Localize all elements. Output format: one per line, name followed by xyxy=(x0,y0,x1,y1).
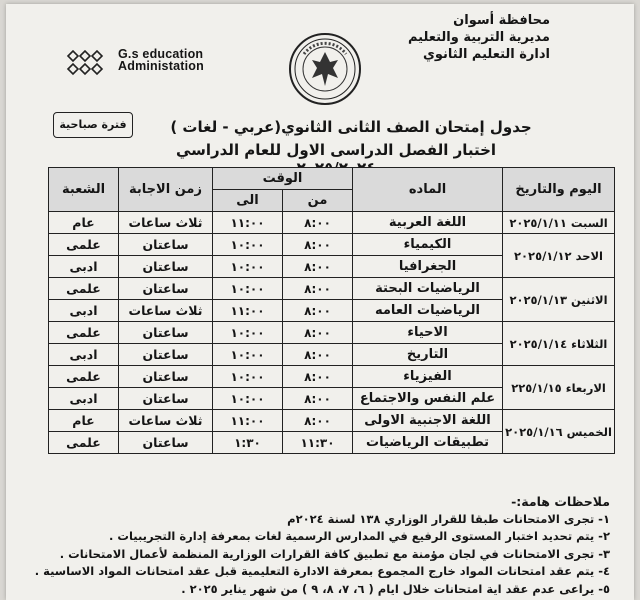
table-row xyxy=(49,322,615,344)
header-time: الوقت xyxy=(213,168,353,190)
table-row xyxy=(49,410,615,432)
day-cell: الثلاثاء ٢٠٢٥/١/١٤ xyxy=(503,322,615,366)
section-cell: علمى xyxy=(49,432,119,454)
eagle-seal-icon xyxy=(288,32,362,106)
table-row xyxy=(49,212,615,234)
shift-label: فترة صباحية xyxy=(53,112,133,138)
header-from: من xyxy=(283,190,353,212)
brand-line-1: G.s education xyxy=(118,47,204,61)
exam-table xyxy=(48,167,615,454)
to-cell: ١٠:٠٠ xyxy=(213,256,283,278)
duration-cell: ثلاث ساعات xyxy=(119,300,213,322)
duration-cell: ساعتان xyxy=(119,432,213,454)
table-row xyxy=(49,234,615,256)
from-cell: ٨:٠٠ xyxy=(283,322,353,344)
subject-cell: تطبيقات الرياضيات xyxy=(353,432,503,454)
from-cell: ٨:٠٠ xyxy=(283,300,353,322)
to-cell: ١٠:٠٠ xyxy=(213,388,283,410)
table-body xyxy=(49,212,615,454)
from-cell: ٨:٠٠ xyxy=(283,212,353,234)
section-cell: ادبى xyxy=(49,388,119,410)
header-subject: الماده xyxy=(353,168,503,212)
notes-title: ملاحظات هامة:- xyxy=(511,494,610,509)
to-cell: ١١:٠٠ xyxy=(213,212,283,234)
subject-cell: اللغة العربية xyxy=(353,212,503,234)
to-cell: ١:٣٠ xyxy=(213,432,283,454)
subject-cell: الفيزياء xyxy=(353,366,503,388)
section-cell: عام xyxy=(49,410,119,432)
duration-cell: ساعتان xyxy=(119,278,213,300)
duration-cell: ساعتان xyxy=(119,366,213,388)
schedule-subtitle: اختبار الفصل الدراسى الاول للعام الدراسي xyxy=(175,141,497,159)
header-section: الشعبة xyxy=(49,168,119,212)
header-day-date: اليوم والتاريخ xyxy=(503,168,615,212)
day-cell: الاثنين ٢٠٢٥/١/١٣ xyxy=(503,278,615,322)
note-item: ٢- يتم تحديد اختبار المستوى الرفيع في المدارس الرسمية لغات بمعرفة إدارة التجريبيات . xyxy=(109,529,610,544)
from-cell: ٨:٠٠ xyxy=(283,278,353,300)
note-item: ١- تجرى الامتحانات طبقا للقرار الوزاري ١٣٨ لسنة ٢٠٢٤م xyxy=(287,512,610,526)
from-cell: ٨:٠٠ xyxy=(283,256,353,278)
subject-cell: الرياضيات البحتة xyxy=(353,278,503,300)
table-header xyxy=(49,168,615,212)
header-to: الى xyxy=(213,190,283,212)
subject-cell: الرياضيات العامه xyxy=(353,300,503,322)
duration-cell: ساعتان xyxy=(119,344,213,366)
governorate-header xyxy=(350,12,550,63)
to-cell: ١٠:٠٠ xyxy=(213,322,283,344)
directorate-name: مديرية التربية والتعليم xyxy=(407,30,550,45)
from-cell: ٨:٠٠ xyxy=(283,388,353,410)
from-cell: ٨:٠٠ xyxy=(283,366,353,388)
section-cell: عام xyxy=(49,212,119,234)
from-cell: ١١:٣٠ xyxy=(283,432,353,454)
section-cell: علمى xyxy=(49,322,119,344)
brand-text xyxy=(118,48,204,72)
subject-cell: الكيمياء xyxy=(353,234,503,256)
brand-line-2: Administation xyxy=(118,59,204,73)
from-cell: ٨:٠٠ xyxy=(283,344,353,366)
department-name: ادارة التعليم الثانوي xyxy=(422,47,550,62)
header-duration: زمن الاجابة xyxy=(119,168,213,212)
to-cell: ١١:٠٠ xyxy=(213,300,283,322)
note-item: ٥- يراعى عدم عقد اية امتحانات خلال ايام ( ٦، ٧، ٨، ٩ ) من شهر يناير ٢٠٢٥ . xyxy=(181,581,610,596)
duration-cell: ساعتان xyxy=(119,234,213,256)
duration-cell: ساعتان xyxy=(119,256,213,278)
duration-cell: ثلاث ساعات xyxy=(119,410,213,432)
governorate-name: محافظة أسوان xyxy=(453,13,550,28)
from-cell: ٨:٠٠ xyxy=(283,234,353,256)
subject-cell: اللغة الاجنبية الاولى xyxy=(353,410,503,432)
section-cell: علمى xyxy=(49,366,119,388)
to-cell: ١١:٠٠ xyxy=(213,410,283,432)
to-cell: ١٠:٠٠ xyxy=(213,344,283,366)
to-cell: ١٠:٠٠ xyxy=(213,278,283,300)
day-cell: الاربعاء ٢٢٥/١/١٥ xyxy=(503,366,615,410)
note-item: ٤- يتم عقد امتحانات المواد خارج المجموع بمعرفة الادارة التعليمية قبل عقد امتحانات المواد الاساسية . xyxy=(34,564,610,579)
duration-cell: ساعتان xyxy=(119,322,213,344)
section-cell: علمى xyxy=(49,278,119,300)
section-cell: علمى xyxy=(49,234,119,256)
exam-schedule-sheet xyxy=(6,4,634,600)
subject-cell: الاحياء xyxy=(353,322,503,344)
day-cell: الخميس ٢٠٢٥/١/١٦ xyxy=(503,410,615,454)
note-item: ٣- تجرى الامتحانات في لجان مؤمنة مع تطبيق كافة القرارات الوزارية المنظمة لأعمال الامتحانات . xyxy=(59,546,610,561)
duration-cell: ثلاث ساعات xyxy=(119,212,213,234)
to-cell: ١٠:٠٠ xyxy=(213,366,283,388)
section-cell: ادبى xyxy=(49,256,119,278)
brand-logo-icon xyxy=(66,50,106,76)
education-brand xyxy=(66,48,266,82)
day-cell: الاحد ٢٠٢٥/١/١٢ xyxy=(503,234,615,278)
subject-cell: التاريخ xyxy=(353,344,503,366)
duration-cell: ساعتان xyxy=(119,388,213,410)
from-cell: ٨:٠٠ xyxy=(283,410,353,432)
table-row xyxy=(49,278,615,300)
section-cell: ادبى xyxy=(49,300,119,322)
notes-list xyxy=(34,511,610,598)
section-cell: ادبى xyxy=(49,344,119,366)
to-cell: ١٠:٠٠ xyxy=(213,234,283,256)
day-cell: السبت ٢٠٢٥/١/١١ xyxy=(503,212,615,234)
table-row xyxy=(49,366,615,388)
subject-cell: الجغرافيا xyxy=(353,256,503,278)
schedule-title: جدول إمتحان الصف الثانى الثانوي(عربي - لغات ) xyxy=(170,118,532,136)
subject-cell: علم النفس والاجتماع xyxy=(353,388,503,410)
